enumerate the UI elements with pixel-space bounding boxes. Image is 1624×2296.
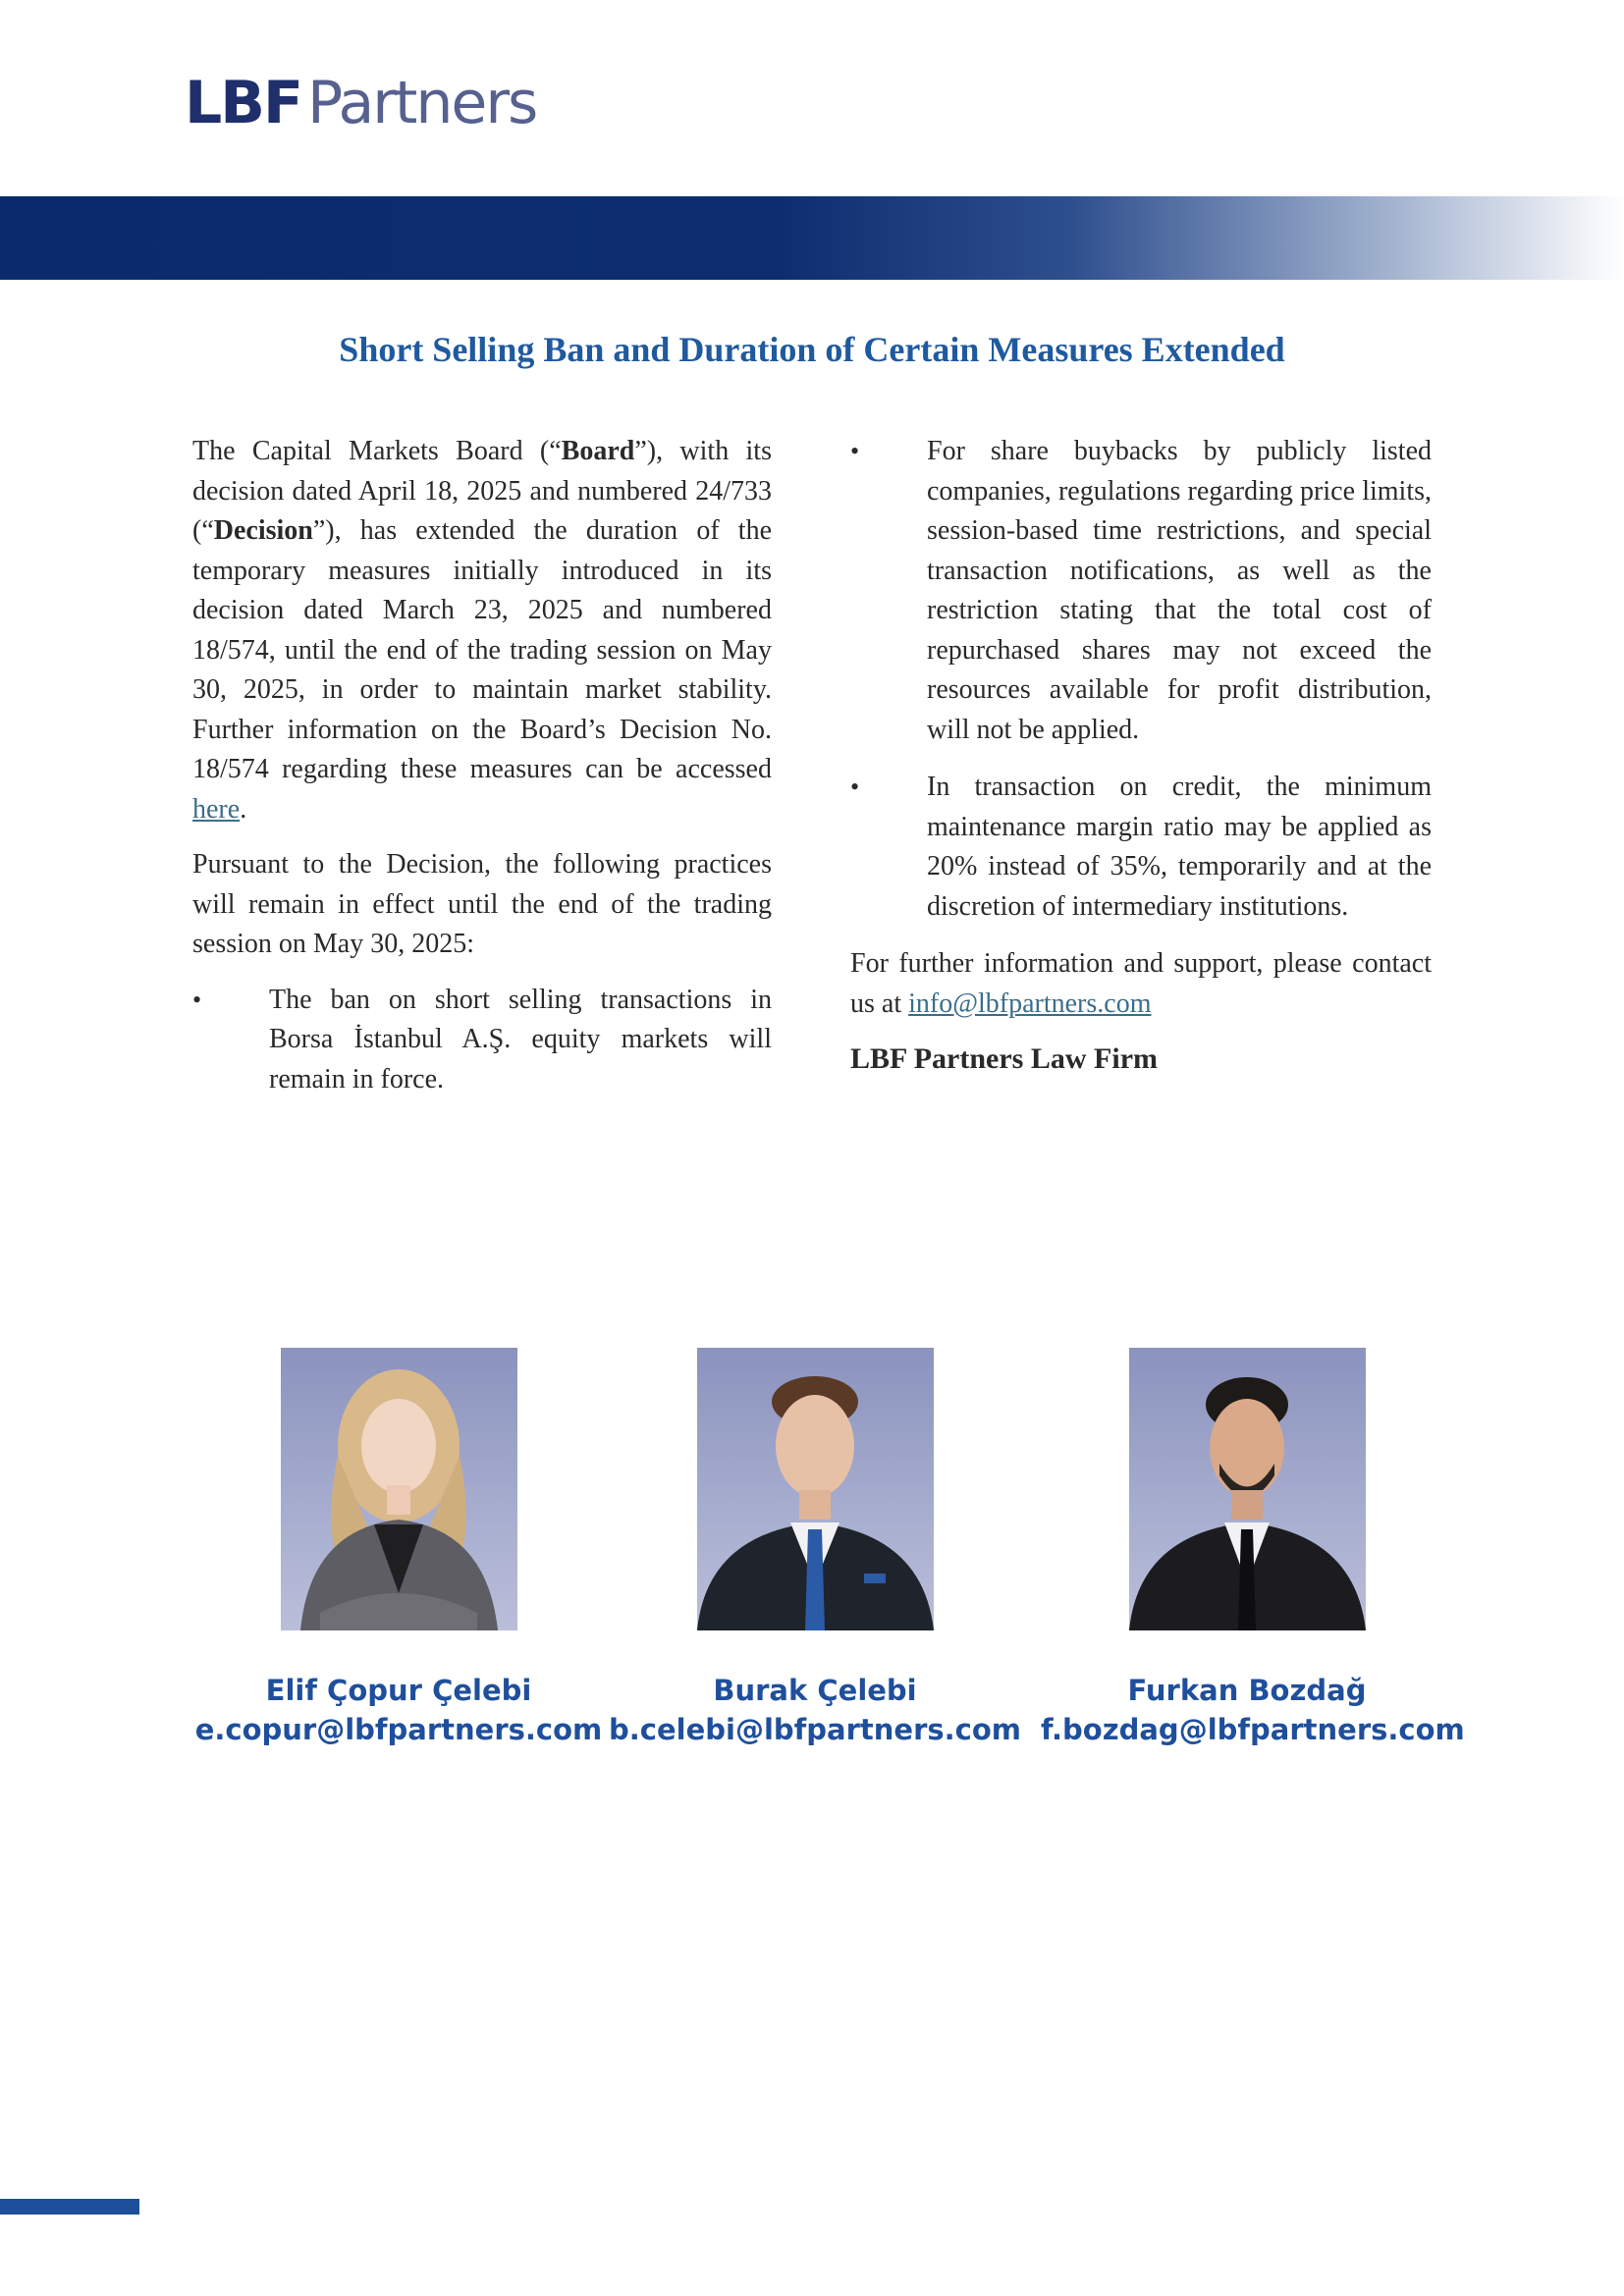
bullet-item-buybacks [850,432,1432,750]
bullet-text: The ban on short selling transactions in Borsa İstanbul A.Ş. equity markets will remain in force. [269,984,772,1095]
person-email[interactable]: b.celebi@lbfpartners.com [609,1713,1021,1746]
intro-text-4: . [240,793,247,825]
bullet-text: In transaction on credit, the minimum maintenance margin ratio may be applied as 20% instead of 35%, temporarily and at the discretion of intermediary institutions. [927,772,1432,922]
intro-text-3: ”), has extended the duration of the temporary measures initially introduced in its decision dated March 23, 2025 and numbered 18/574, until the end of the trading session on May 30, 2025, in order to maintain market stability. Further information on the Board’s Decision No. 18/574 regarding these measures can be accessed [192,515,772,784]
bullet-dot: • [850,773,860,801]
portrait-man-icon [697,1348,934,1630]
footer-accent-bar [0,2199,139,2215]
person-name: Burak Çelebi [713,1674,917,1707]
portrait-woman-icon [281,1348,517,1630]
portrait-man-icon [1129,1348,1366,1630]
contact-email-link[interactable]: info@lbfpartners.com [908,988,1152,1019]
intro-text-2: ”), with its decision dated April 18, 2025 and numbered 24/733 (“ [192,436,772,546]
contact-paragraph [850,944,1432,1024]
logo-partners: Partners [306,69,537,137]
person-card [192,1348,605,1746]
bullet-text: For share buybacks by publicly listed companies, regulations regarding price limits, session-based time restrictions, and special transaction notifications, as well as the restriction stating that the total cost of repurchased shares may not exceed the resources available for profit distribution, will not be applied. [927,436,1432,745]
person-email[interactable]: f.bozdag@lbfpartners.com [1041,1713,1465,1746]
left-column [192,432,772,1117]
person-card [609,1348,1021,1746]
intro-text-1: The Capital Markets Board (“ [192,436,562,466]
logo-lbf: LBF [185,69,301,137]
here-link[interactable]: here [192,793,241,825]
intro-paragraph [192,432,772,829]
portrait-photo [281,1348,517,1630]
bullet-item-margin [850,768,1432,927]
company-logo [185,69,536,137]
header-banner [0,196,1624,280]
portrait-photo [1129,1348,1366,1630]
page-title: Short Selling Ban and Duration of Certain Measures Extended [339,330,1285,369]
firm-name: LBF Partners Law Firm [850,1042,1158,1075]
person-name: Furkan Bozdağ [1127,1674,1367,1707]
person-email[interactable]: e.copur@lbfpartners.com [194,1713,603,1746]
pursuant-paragraph: Pursuant to the Decision, the following practices will remain in effect until the end of the trading session on May 30, 2025: [192,849,772,959]
bullet-dot: • [192,985,202,1014]
contact-text: For further information and support, please contact us at [850,948,1432,1019]
portrait-photo [697,1348,934,1630]
intro-bold-decision: Decision [213,515,313,546]
intro-bold-board: Board [561,436,635,466]
bullet-dot: • [850,437,860,465]
person-name: Elif Çopur Çelebi [265,1674,532,1707]
bullet-item-short-selling [192,981,772,1100]
right-column [850,432,1432,1080]
person-card [1041,1348,1465,1746]
